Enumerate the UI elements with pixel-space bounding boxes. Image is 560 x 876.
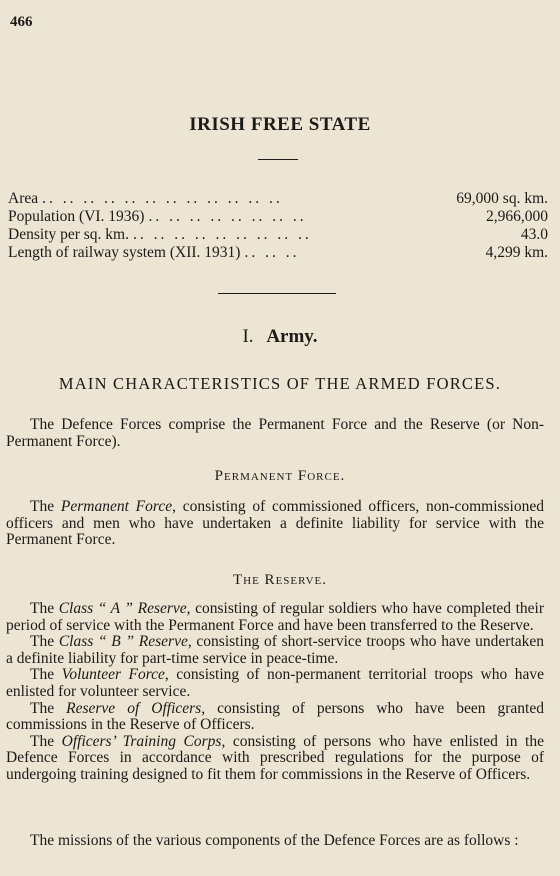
stat-leader: .. .. .. .. .. .. .. .. bbox=[148, 208, 307, 225]
permanent-force-heading: Permanent Force. bbox=[214, 468, 346, 484]
text: , consisting of non-permanent territorial troops who have enlisted for volunteer service. bbox=[6, 666, 544, 700]
term: Class “ A ” Reserve bbox=[58, 600, 187, 617]
reserve-item-volunteer bbox=[6, 667, 544, 700]
stat-label: Area bbox=[8, 190, 39, 207]
text: , consisting of short-service troops who have undertaken a definite liability for part-time service in peace-time. bbox=[6, 633, 545, 667]
reserve-heading: The Reserve. bbox=[232, 572, 327, 588]
text: The bbox=[30, 699, 67, 717]
text: The bbox=[30, 633, 59, 651]
stat-label: Length of railway system (XII. 1931) bbox=[8, 244, 241, 261]
text: , consisting of persons who have been granted commissions in the Reserve of Officers. bbox=[6, 699, 544, 734]
reserve-item-class-a bbox=[6, 601, 544, 634]
stat-value: 2,966,000 bbox=[486, 208, 548, 225]
term: Reserve of Officers bbox=[66, 699, 202, 717]
reserve-item-class-b bbox=[6, 634, 544, 667]
permanent-force-paragraph bbox=[6, 499, 544, 549]
reserve-list bbox=[6, 601, 544, 784]
stat-label: Population (VI. 1936) bbox=[8, 208, 145, 225]
stat-value: 43.0 bbox=[520, 226, 548, 243]
text: The bbox=[30, 732, 62, 750]
page-number: 466 bbox=[10, 14, 33, 30]
reserve-item-officers bbox=[6, 701, 544, 734]
missions-paragraph: The missions of the various components of the Defence Forces are as follows : bbox=[30, 832, 519, 849]
text: The bbox=[30, 600, 59, 617]
stat-leader: .. .. .. bbox=[244, 244, 300, 261]
stat-row-density bbox=[8, 226, 548, 244]
reserve-item-training-corps bbox=[6, 734, 544, 784]
term: Volunteer Force bbox=[61, 666, 165, 684]
section-number: I. bbox=[242, 326, 254, 347]
section-heading bbox=[0, 326, 560, 348]
statistics-table bbox=[8, 190, 548, 262]
term: Officers’ Training Corps bbox=[61, 732, 222, 750]
term: Permanent Force bbox=[60, 498, 173, 515]
section-name: Army. bbox=[266, 326, 318, 347]
stat-row-population bbox=[8, 208, 548, 226]
main-heading: MAIN CHARACTERISTICS OF THE ARMED FORCES. bbox=[58, 374, 502, 393]
stat-value: 4,299 km. bbox=[485, 244, 548, 261]
stats-rule bbox=[218, 293, 336, 294]
stat-value: 69,000 sq. km. bbox=[456, 190, 548, 207]
text: , consisting of persons who have enlisted in the Defence Forces in accordance with prescribed regulations for the purpose of undergoing training designed to fit them for commissions in the Reserve of Officers. bbox=[6, 732, 544, 783]
text: The bbox=[30, 498, 61, 515]
page-title: IRISH FREE STATE bbox=[189, 114, 371, 135]
stat-label: Density per sq. km. bbox=[8, 226, 129, 243]
term: Class “ B ” Reserve bbox=[58, 633, 188, 651]
stat-leader: .. .. .. .. .. .. .. .. .. .. .. .. bbox=[42, 190, 283, 207]
stat-row-area bbox=[8, 190, 548, 208]
stat-row-railway bbox=[8, 244, 548, 262]
title-rule bbox=[258, 159, 298, 160]
text: , consisting of commissioned officers, non-commissioned officers and men who have undertaken a definite liability for service with the Permanent Force. bbox=[6, 498, 544, 549]
text: The bbox=[30, 666, 62, 684]
stat-leader: .. .. .. .. .. .. .. .. .. bbox=[132, 226, 312, 243]
text: , consisting of regular soldiers who have completed their period of service with the Permanent Force and have been transferred to the Reserve. bbox=[6, 600, 544, 634]
intro-paragraph: The Defence Forces comprise the Permanent Force and the Reserve (or Non-Permanent Force). bbox=[6, 416, 544, 450]
